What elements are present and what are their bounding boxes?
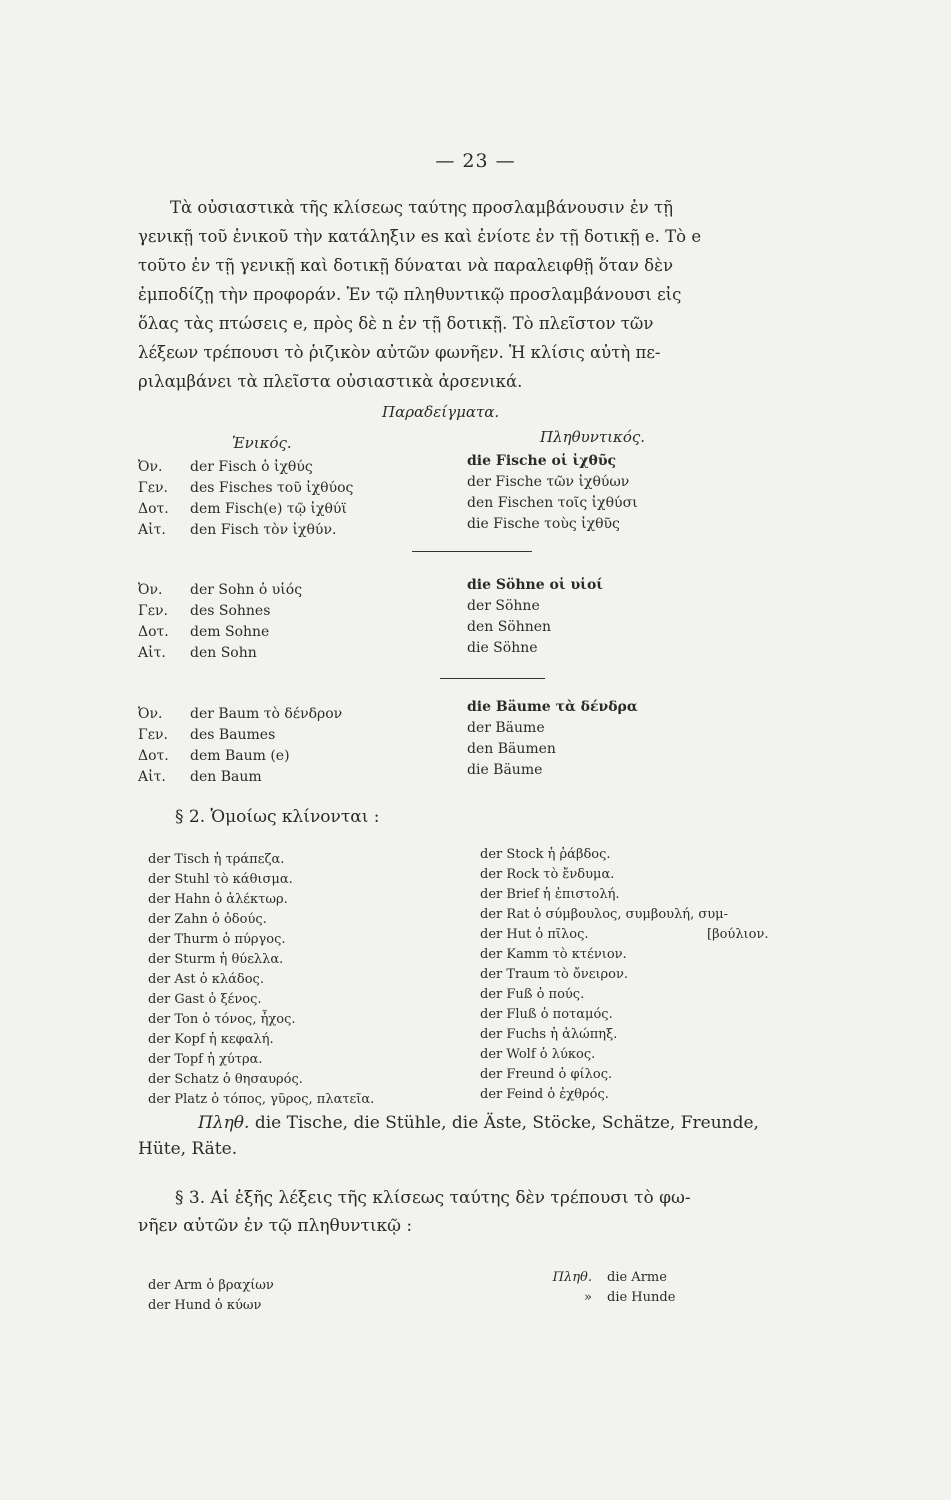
list-item: der Ton ὁ τόνος, ἦχος. [148, 1012, 296, 1027]
final-examples-left [148, 1276, 274, 1316]
case-row: Δοτ. dem Fisch(e) τῷ ἰχθύϊ [138, 501, 347, 517]
similar-words-right [480, 845, 728, 1105]
case-row: Γεν. des Fisches τοῦ ἰχθύος [138, 480, 354, 496]
list-item: der Fuß ὁ πούς. [480, 987, 585, 1002]
section-3-continuation: νῆεν αὐτῶν ἐν τῷ πληθυντικῷ : [138, 1216, 413, 1236]
case-row: die Bäume [467, 762, 543, 778]
case-row: den Fischen τοῖς ἰχθύσι [467, 495, 638, 511]
case-row: Αἰτ. den Sohn [138, 645, 257, 661]
list-item: der Kopf ἡ κεφαλή. [148, 1032, 274, 1047]
section-3-heading: § 3. Αἱ ἑξῆς λέξεις τῆς κλίσεως ταύτης δὲν τρέπουσι τὸ φω- [175, 1188, 691, 1208]
final-examples-right [607, 1268, 675, 1308]
case-row: Ὀν. der Fisch ὁ ἰχθύς [138, 459, 313, 475]
list-item: der Topf ἡ χύτρα. [148, 1052, 263, 1067]
case-row: Αἰτ. den Fisch τὸν ἰχθύν. [138, 522, 337, 538]
examples-heading: Παραδείγματα. [382, 403, 500, 421]
declension-singular-sohn [138, 580, 302, 664]
singular-heading: Ἑνικός. [232, 434, 292, 452]
list-item: der Brief ἡ ἐπιστολή. [480, 887, 620, 902]
paragraph-line: ριλαμβάνει τὰ πλεῖστα οὐσιαστικὰ ἀρσενικά. [138, 372, 523, 391]
case-row: Δοτ. dem Baum (e) [138, 748, 290, 764]
declension-plural-baum [467, 697, 638, 781]
list-item: der Thurm ὁ πύργος. [148, 932, 286, 947]
list-item: der Arm ὁ βραχίων [148, 1278, 274, 1293]
list-item: der Zahn ὁ ὀδούς. [148, 912, 267, 927]
list-item: der Sturm ἡ θύελλα. [148, 952, 284, 967]
case-row: den Bäumen [467, 741, 556, 757]
plural-note-label: Πληθ. [198, 1113, 250, 1133]
paragraph-line: γενικῇ τοῦ ἑνικοῦ τὴν κατάληξιν es καὶ ἐνίοτε ἐν τῇ δοτικῇ e. Τὸ e [138, 227, 702, 246]
list-item: der Kamm τὸ κτένιον. [480, 947, 627, 962]
list-item: die Hunde [607, 1290, 676, 1305]
list-item: der Rock τὸ ἔνδυμα. [480, 867, 615, 882]
case-row: die Bäume τὰ δένδρα [467, 699, 638, 715]
list-item: der Stuhl τὸ κάθισμα. [148, 872, 293, 887]
rat-continuation: [βούλιον. [707, 927, 769, 942]
list-item: der Hahn ὁ ἀλέκτωρ. [148, 892, 288, 907]
case-row: der Bäume [467, 720, 545, 736]
paragraph-line: λέξεων τρέπουσι τὸ ῥιζικὸν αὐτῶν φωνῆεν. Ἡ κλίσις αὐτὴ πε- [138, 343, 661, 362]
list-item: der Stock ἡ ῥάβδος. [480, 847, 611, 862]
case-row: die Fische τοὺς ἰχθῦς [467, 516, 620, 532]
page-number: — 23 — [435, 150, 516, 172]
paragraph-line: ὅλας τὰς πτώσεις e, πρὸς δὲ n ἐν τῇ δοτικῇ. Τὸ πλεῖστον τῶν [138, 314, 654, 333]
list-item: der Tisch ἡ τράπεζα. [148, 852, 285, 867]
case-row: die Söhne [467, 640, 538, 656]
list-item: der Gast ὁ ξένος. [148, 992, 262, 1007]
case-row: der Fische τῶν ἰχθύων [467, 474, 630, 490]
paragraph-line: τοῦτο ἐν τῇ γενικῇ καὶ δοτικῇ δύναται νὰ παραλειφθῇ ὅταν δὲν [138, 256, 673, 275]
declension-singular-fisch [138, 457, 353, 541]
paragraph-line: Τὰ οὐσιαστικὰ τῆς κλίσεως ταύτης προσλαμβάνουσιν ἐν τῇ [170, 198, 673, 217]
similar-words-left [148, 850, 374, 1110]
intro-paragraph [138, 193, 701, 396]
case-row: Γεν. des Baumes [138, 727, 276, 743]
list-item: der Fluß ὁ ποταμός. [480, 1007, 613, 1022]
plural-heading: Πληθυντικός. [540, 428, 646, 446]
case-row: Δοτ. dem Sohne [138, 624, 270, 640]
plural-note-continuation: Hüte, Räte. [138, 1139, 238, 1159]
case-row: Ὀν. der Baum τὸ δένδρον [138, 706, 343, 722]
list-item: der Traum τὸ ὄνειρον. [480, 967, 629, 982]
declension-plural-fisch [467, 451, 638, 535]
list-item: der Platz ὁ τόπος, γῦρος, πλατεῖα. [148, 1092, 375, 1107]
paragraph-line: ἐμποδίζῃ τὴν προφοράν. Ἐν τῷ πληθυντικῷ προσλαμβάνουσι εἰς [138, 285, 682, 304]
final-plural-labels [548, 1268, 592, 1308]
list-item: der Schatz ὁ θησαυρός. [148, 1072, 303, 1087]
declension-singular-baum [138, 704, 342, 788]
case-row: Γεν. des Sohnes [138, 603, 271, 619]
list-item: der Freund ὁ φίλος. [480, 1067, 613, 1082]
list-item: der Feind ὁ ἐχθρός. [480, 1087, 609, 1102]
list-item: der Fuchs ἡ ἀλώπηξ. [480, 1027, 618, 1042]
separator-line [412, 551, 532, 552]
separator-line [440, 678, 545, 679]
list-item: der Rat ὁ σύμβουλος, συμβουλή, συμ- [480, 907, 728, 922]
plural-label: Πληθ. [552, 1270, 592, 1285]
list-item: die Arme [607, 1270, 667, 1285]
section-2-heading: § 2. Ὁμοίως κλίνονται : [175, 807, 380, 827]
case-row: Αἰτ. den Baum [138, 769, 262, 785]
case-row: die Fische οἱ ἰχθῦς [467, 453, 617, 469]
declension-plural-sohn [467, 575, 603, 659]
list-item: der Ast ὁ κλάδος. [148, 972, 264, 987]
case-row: die Söhne οἱ υἱοί [467, 577, 604, 593]
plural-note [198, 1109, 759, 1137]
list-item: der Hut ὁ πῖλος. [480, 927, 589, 942]
list-item: der Wolf ὁ λύκος. [480, 1047, 596, 1062]
case-row: der Söhne [467, 598, 540, 614]
plural-note-line1: die Tische, die Stühle, die Äste, Stöcke, Schätze, Freunde, [254, 1113, 759, 1133]
case-row: Ὀν. der Sohn ὁ υἱός [138, 582, 303, 598]
plural-label: » [584, 1290, 592, 1305]
list-item: der Hund ὁ κύων [148, 1298, 262, 1313]
case-row: den Söhnen [467, 619, 552, 635]
